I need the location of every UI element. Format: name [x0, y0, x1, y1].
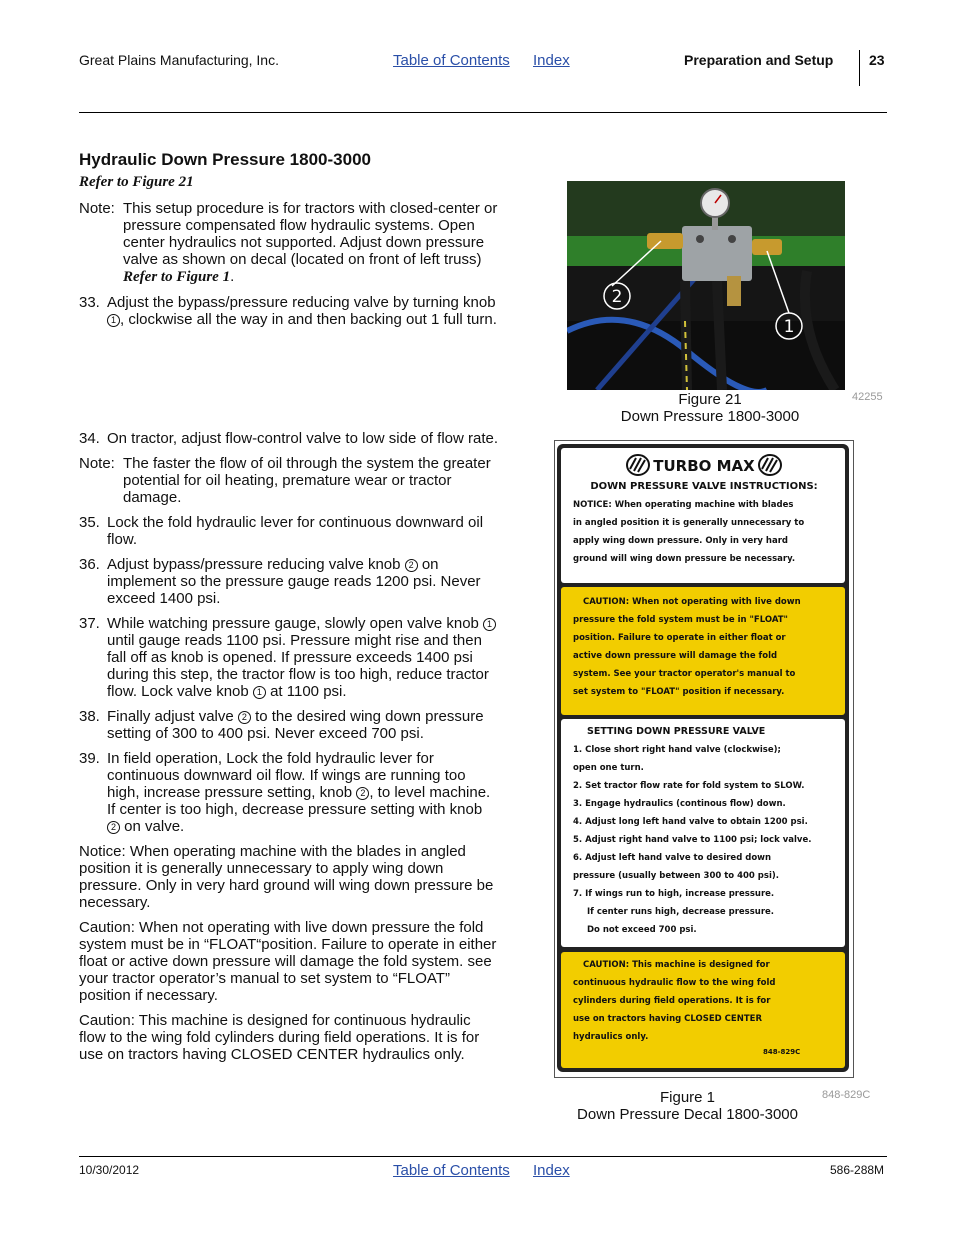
figure-reference: Refer to Figure 21 — [79, 174, 194, 190]
toc-link-header[interactable]: Table of Contents — [393, 52, 510, 69]
caution-closed-center-paragraph: Caution: This machine is designed for continuous hydraulic flow to the wing fold cylinders during field operations. It is for use on tractors having CLOSED CENTER hydraulics only. — [79, 1012, 480, 1063]
figure1-code: 848-829C — [822, 1089, 871, 1101]
knob-2-symbol: 2 — [405, 559, 418, 572]
knob-1-symbol: 1 — [483, 618, 496, 631]
photo-callout-2: 2 — [611, 287, 623, 307]
step-38: 38. Finally adjust valve 2 to the desired wing down pressure setting of 300 to 400 psi. Never exceed 700 psi. — [79, 708, 484, 742]
page-number: 23 — [869, 52, 885, 68]
decal-caution-closed-center-panel: CAUTION: This machine is designed for continuous hydraulic flow to the wing fold cylinders during field operations. It is for use on tractors having CLOSED CENTER hydraulics only. 848-829C — [561, 952, 845, 1068]
header-divider — [859, 50, 860, 86]
section-title: Preparation and Setup — [684, 52, 834, 68]
knob-2-symbol: 2 — [107, 821, 120, 834]
figure1-caption: Figure 1 Down Pressure Decal 1800-3000 — [577, 1089, 798, 1123]
company-name: Great Plains Manufacturing, Inc. — [79, 52, 279, 68]
decal-notice-panel — [561, 448, 845, 583]
figure21-code: 42255 — [852, 391, 883, 403]
knob-1-symbol: 1 — [253, 686, 266, 699]
note-flow: Note: The faster the flow of oil through the system the greater potential for oil heating, premature wear or tractor damage. — [79, 455, 491, 506]
figure21-caption: Figure 21 Down Pressure 1800-3000 — [620, 391, 800, 425]
decal-setting-panel: SETTING DOWN PRESSURE VALVE 1. Close short right hand valve (clockwise); open one turn. 2. Set tractor flow rate for fold system to SLOW. 3. Engage hydraulics (continous flow) down. 4. Adjust long left hand valve to obtain 1200 psi. 5. Adjust right hand valve to 1100 psi; lock valve. 6. Adjust left hand valve to desired down pressure (usually between 300 to 400 psi). 7. If wings run to high, increase pressure. If center runs high, decrease pressure. Do not exceed 700 psi. — [561, 719, 845, 947]
knob-2-symbol: 2 — [356, 787, 369, 800]
turbo-max-logo-icon — [626, 454, 650, 476]
decal-notice-text: NOTICE: When operating machine with blades in angled position it is generally unnecessary to apply wing down pressure. Only in very hard ground will wing down pressure be necessary. — [573, 500, 805, 564]
decal-part-number: 848-829C — [763, 1048, 801, 1056]
index-link-header[interactable]: Index — [533, 52, 570, 69]
step-36: 36. Adjust bypass/pressure reducing valve knob 2 on implement so the pressure gauge reads 1200 psi. Never exceed 1400 psi. — [79, 556, 481, 607]
footer-rule — [79, 1156, 887, 1157]
decal-setting-title: SETTING DOWN PRESSURE VALVE — [587, 726, 766, 737]
note-setup: Note: This setup procedure is for tractors with closed-center or pressure compensated flow hydraulic systems. Open center hydraulics not supported. Adjust down pressure valve as shown on decal (located on front of left truss) Refer to Figure 1. — [79, 200, 498, 285]
down-pressure-decal — [557, 444, 849, 1072]
step-37: 37. While watching pressure gauge, slowly open valve knob 1 until gauge reads 1100 psi. Pressure might rise and then fall off as knob is opened. If pressure exceeds 1400 psi during this step, the tractor flow is too high, reduce tractor flow. Lock valve knob 1 at 1100 psi. — [79, 615, 499, 700]
step-39: 39. In field operation, Lock the fold hydraulic lever for continuous downward oil flow. If wings are running too high, increase pressure setting, knob 2 , to level machine. If center is too high, decrease pressure setting with knob 2 on valve. — [79, 750, 491, 835]
turbo-max-logo-icon — [758, 454, 782, 476]
decal-caution-float-panel: CAUTION: When not operating with live down pressure the fold system must be in "FLOAT" position. Failure to operate in either float or active down pressure will damage the fold system. See your tractor operator's manual to set system to "FLOAT" position if necessary. — [561, 587, 845, 715]
caution-float-paragraph: Caution: When not operating with live down pressure the fold system must be in “FLOAT“position. Failure to operate in either float or active down pressure will damage the fold system. see your tractor operator’s manual to set system to “FLOAT” position if necessary. — [79, 919, 497, 1004]
step-34: 34. On tractor, adjust flow-control valve to low side of flow rate. — [79, 430, 499, 447]
section-heading: Hydraulic Down Pressure 1800-3000 — [79, 150, 371, 169]
index-link-footer[interactable]: Index — [533, 1162, 570, 1179]
header-rule — [79, 112, 887, 113]
body-block-main — [79, 430, 499, 1063]
knob-2-symbol: 2 — [238, 711, 251, 724]
figure21-photo — [567, 181, 845, 390]
knob-1-symbol: 1 — [107, 314, 120, 327]
body-block-top — [79, 200, 499, 328]
toc-link-footer[interactable]: Table of Contents — [393, 1162, 510, 1179]
decal-heading: DOWN PRESSURE VALVE INSTRUCTIONS: — [590, 481, 818, 492]
footer-doc-number: 586-288M — [830, 1163, 885, 1177]
notice-paragraph: Notice: When operating machine with the blades in angled position it is generally unnecessary to apply wing down pressure. Only in very hard ground will wing down pressure be necessary. — [79, 843, 494, 911]
figure1-reference: Refer to Figure 1 — [123, 269, 231, 285]
step-35: 35. Lock the fold hydraulic lever for continuous downward oil flow. — [79, 514, 484, 548]
step-33: 33. Adjust the bypass/pressure reducing valve by turning knob 1 , clockwise all the way in and then backing out 1 full turn. — [79, 294, 497, 328]
decal-brand: TURBO MAX — [573, 448, 835, 478]
photo-callout-1: 1 — [783, 317, 795, 337]
footer-date: 10/30/2012 — [79, 1163, 140, 1177]
